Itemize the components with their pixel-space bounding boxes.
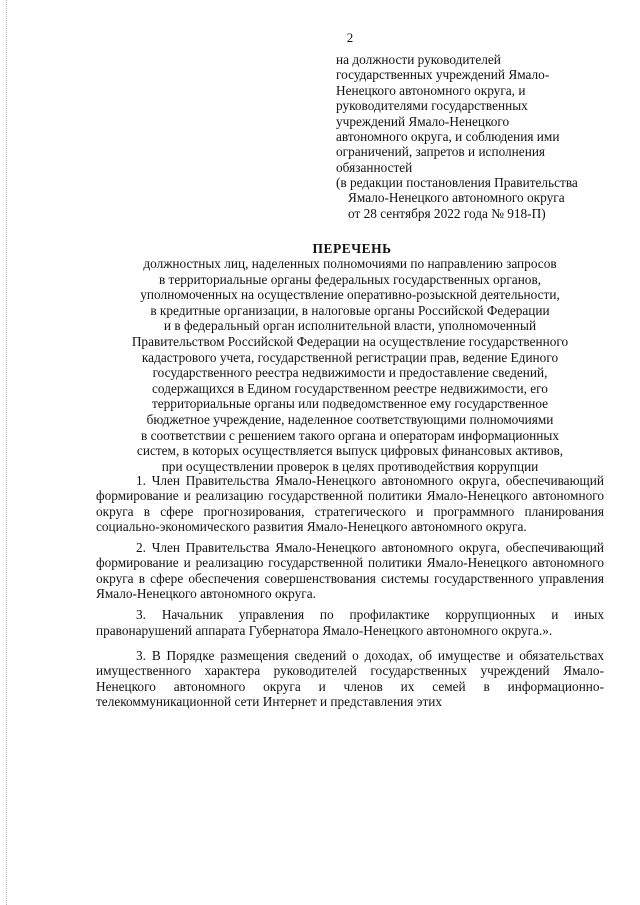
amendment-line: Ямало-Ненецкого автономного округа — [348, 190, 565, 206]
subtitle-line: систем, в которых осуществляется выпуск цифровых финансовых активов, — [136, 443, 564, 459]
subtitle-line: государственного реестра недвижимости и предоставление сведений, — [152, 365, 548, 381]
heading-line: учреждений Ямало-Ненецкого — [336, 113, 510, 129]
heading-line: ограничений, запретов и исполнения — [336, 144, 546, 160]
heading-line: государственных учреждений Ямало- — [336, 67, 550, 83]
subtitle-line: в соответствии с решением такого органа и операторам информационных — [141, 427, 559, 443]
heading-line: на должности руководителей — [336, 52, 501, 67]
document-title: ПЕРЕЧЕНЬ — [312, 241, 392, 256]
page-edge-rule — [6, 0, 7, 905]
subtitle-line: содержащихся в Едином государственном реестре недвижимости, его — [152, 380, 548, 396]
list-item: 2. Член Правительства Ямало-Ненецкого автономного округа, обеспечивающий формирование и реализацию государственной политики Ямало-Ненецкого автономного округа в сфере обеспечения совершенствования системы государственного управления Ямало-Ненецкого автономного округа. — [96, 540, 604, 602]
subtitle-line: и в федеральный орган исполнительной власти, уполномоченный — [163, 318, 537, 334]
page-number: 2 — [346, 30, 354, 45]
heading-line: Ненецкого автономного округа, и — [336, 82, 526, 98]
numbered-list — [96, 473, 604, 715]
subtitle-line: в территориальные органы федеральных государственных органов, — [158, 271, 542, 287]
subtitle-line: в кредитные организации, в налоговые органы Российской Федерации — [150, 302, 550, 318]
appendix-heading — [336, 52, 626, 175]
list-item: 3. В Порядке размещения сведений о доходах, об имуществе и обязательствах имущественного характера руководителей государственных учреждений Ямало-Ненецкого автономного округа и членов их семей в информационно-телекоммуникационной сети Интернет и представления этих — [96, 647, 604, 709]
heading-line: автономного округа, и соблюдения ими — [336, 129, 560, 145]
amendment-line: от 28 сентября 2022 года № 918-П) — [348, 205, 546, 221]
heading-line: обязанностей — [336, 159, 413, 175]
subtitle-line: уполномоченных на осуществление оперативно-розыскной деятельности, — [140, 287, 560, 303]
amendment-line: (в редакции постановления Правительства — [336, 175, 578, 190]
subtitle-line: бюджетное учреждение, наделенное соответствующими полномочиями — [146, 411, 554, 427]
subtitle-line: при осуществлении проверок в целях противодействия коррупции — [161, 458, 539, 474]
subtitle-line: должностных лиц, наделенных полномочиями по направлению запросов — [143, 256, 557, 271]
subtitle-line: кадастрового учета, государственной регистрации прав, ведение Единого — [141, 349, 559, 365]
subtitle-line: Правительством Российской Федерации на осуществление государственного — [131, 333, 569, 349]
subtitle-line: территориальные органы или подведомственное ему государственное — [151, 396, 549, 412]
amendment-note — [336, 175, 626, 221]
document-subtitle — [90, 256, 610, 474]
list-item: 1. Член Правительства Ямало-Ненецкого автономного округа, обеспечивающий формирование и реализацию государственной политики Ямало-Ненецкого автономного округа в сфере прогнозирования, стратегического и программного планирования социально-экономического развития Ямало-Ненецкого автономного округа. — [96, 473, 604, 534]
list-item: 3. Начальник управления по профилактике коррупционных и иных правонарушений аппарата Губернатора Ямало-Ненецкого автономного округа.». — [96, 607, 604, 638]
heading-line: руководителями государственных — [336, 98, 528, 114]
